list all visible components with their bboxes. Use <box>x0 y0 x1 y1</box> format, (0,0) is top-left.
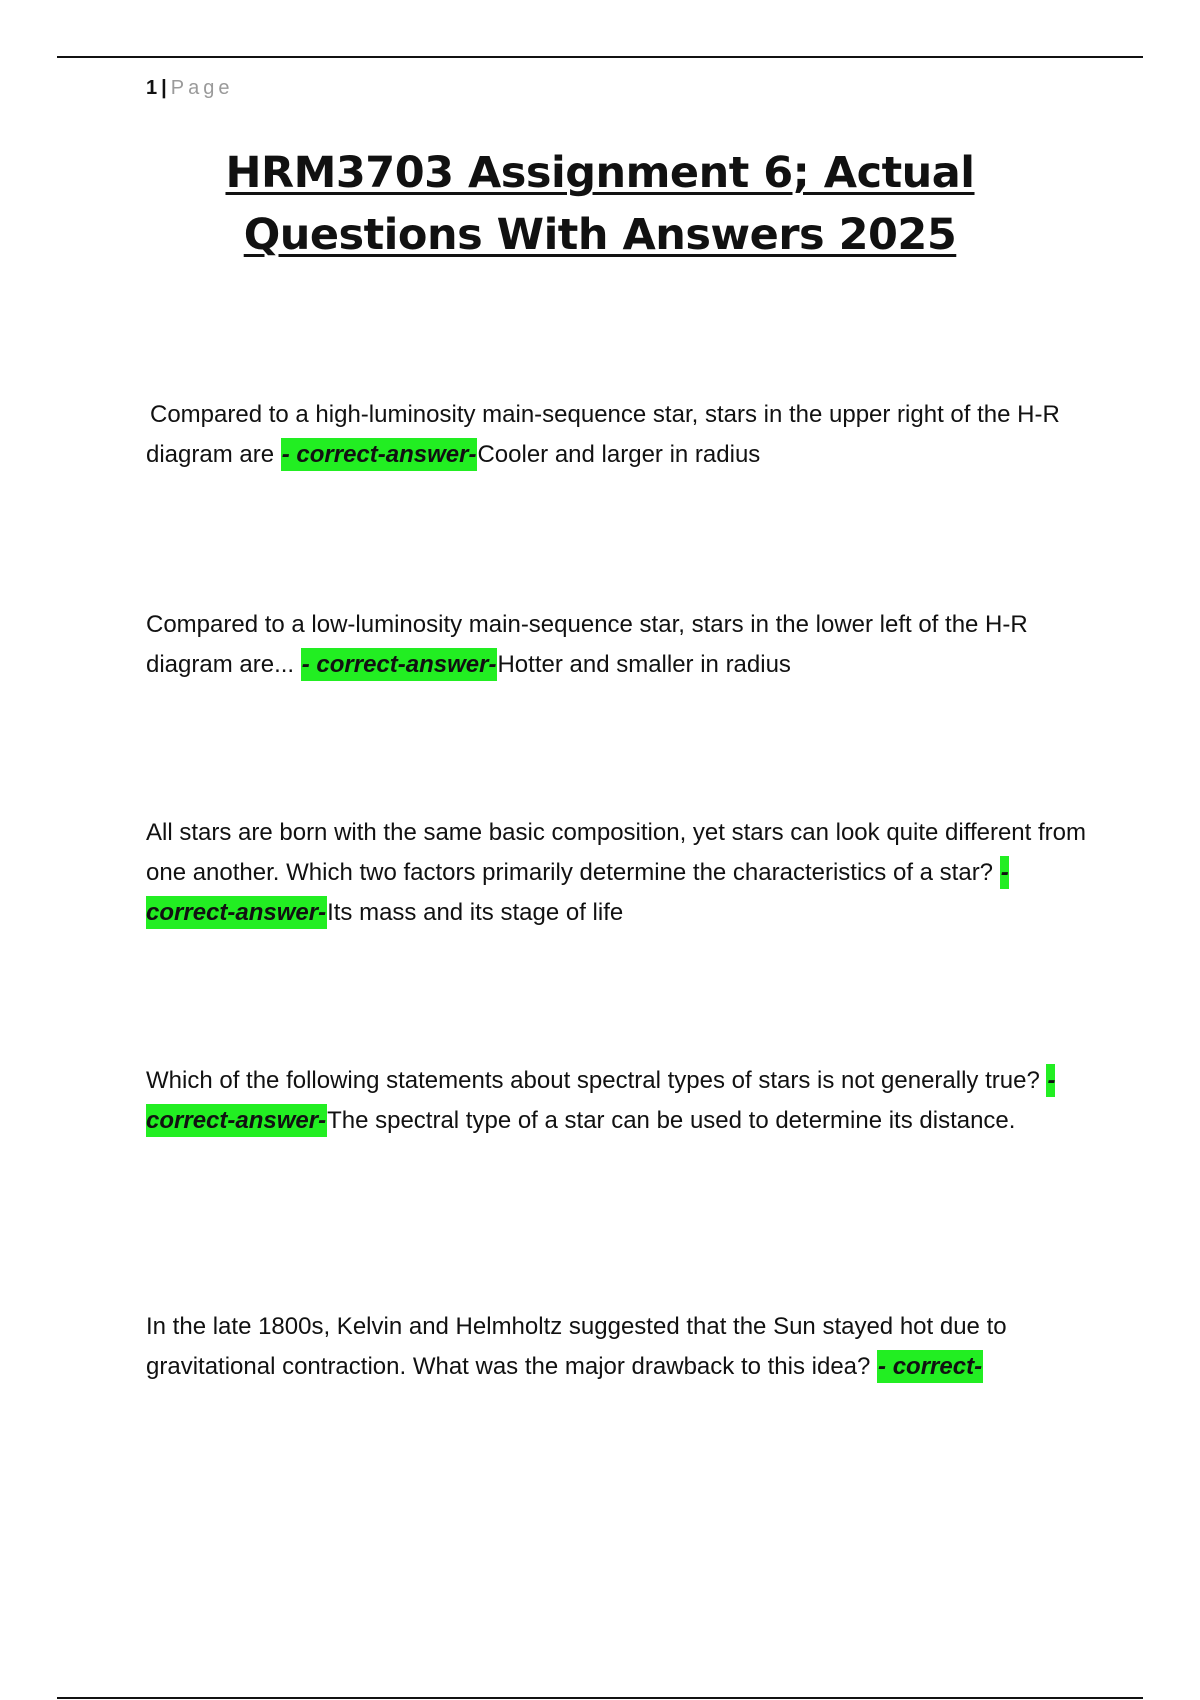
correct-answer-tag: - correct-answer- <box>301 648 498 681</box>
page-separator: | <box>161 77 167 99</box>
correct-answer-tag-partial: - correct- <box>877 1350 983 1383</box>
question-text: All stars are born with the same basic composition, yet stars can look quite different from one another. Which two factors primarily determine the characteristics of a star? <box>146 819 1086 886</box>
qa-item <box>146 395 1096 475</box>
answer-text: The spectral type of a star can be used to determine its distance. <box>327 1107 1016 1134</box>
page-header <box>146 74 233 102</box>
question-text: Which of the following statements about spectral types of stars is not generally true? <box>146 1067 1047 1094</box>
qa-item <box>146 813 1096 933</box>
question-text: Compared to a low-luminosity main-sequence star, stars in the lower left of the H-R diagram are... <box>146 611 1028 678</box>
correct-answer-tag: - correct-answer- <box>146 1064 1055 1137</box>
top-rule <box>57 56 1143 58</box>
document-title: HRM3703 Assignment 6; Actual Questions With Answers 2025 <box>225 148 975 260</box>
qa-item <box>146 1307 1096 1387</box>
question-text: Compared to a high-luminosity main-sequence star, stars in the upper right of the H-R diagram are <box>146 401 1060 468</box>
answer-text: Cooler and larger in radius <box>477 441 761 468</box>
page-label: Page <box>170 77 234 99</box>
correct-answer-tag: - correct-answer- <box>281 438 478 471</box>
answer-text: Its mass and its stage of life <box>327 899 624 926</box>
qa-item <box>146 605 1096 685</box>
correct-answer-tag: - correct-answer- <box>146 856 1009 929</box>
answer-text: Hotter and smaller in radius <box>497 651 791 678</box>
page-number: 1 <box>146 77 158 99</box>
qa-item <box>146 1061 1096 1141</box>
question-text: In the late 1800s, Kelvin and Helmholtz suggested that the Sun stayed hot due to gravitational contraction. What was the major drawback to this idea? <box>146 1313 1007 1380</box>
bottom-rule <box>57 1697 1143 1699</box>
